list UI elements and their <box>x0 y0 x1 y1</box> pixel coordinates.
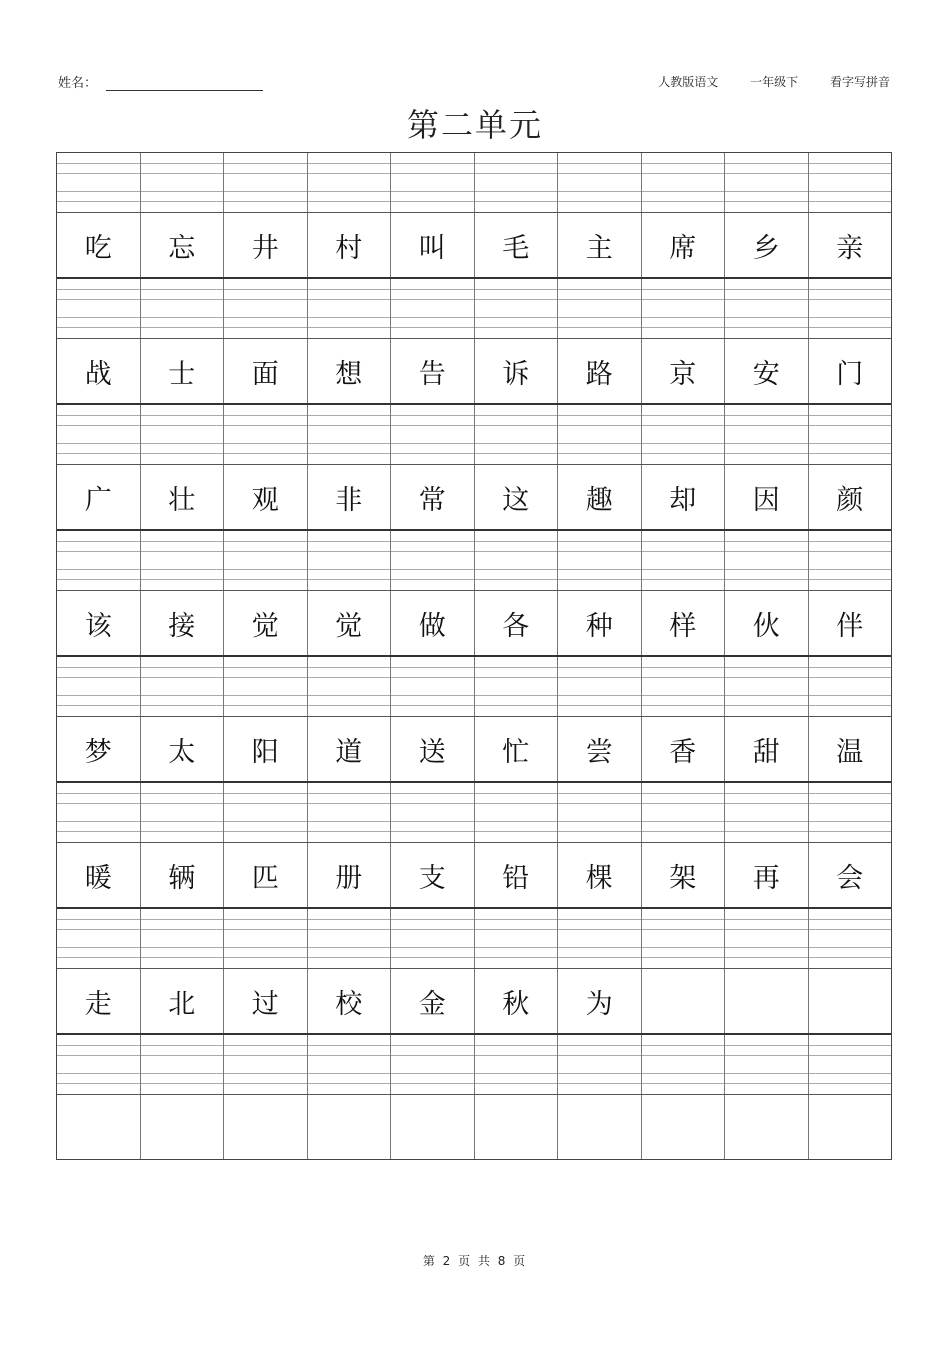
pinyin-row <box>57 1035 891 1094</box>
pinyin-writing-cell[interactable] <box>57 279 141 338</box>
character-cell <box>725 969 809 1033</box>
pinyin-writing-cell[interactable] <box>57 657 141 716</box>
pinyin-writing-cell[interactable] <box>475 783 559 842</box>
pinyin-writing-cell[interactable] <box>558 657 642 716</box>
character-cell: 面 <box>224 339 308 403</box>
character-cell: 过 <box>224 969 308 1033</box>
character-cell: 北 <box>141 969 225 1033</box>
pinyin-writing-cell[interactable] <box>642 1035 726 1094</box>
character-row <box>57 212 891 277</box>
pinyin-writing-cell[interactable] <box>224 531 308 590</box>
character-cell: 忘 <box>141 213 225 277</box>
pinyin-writing-cell[interactable] <box>558 405 642 464</box>
character-cell: 道 <box>308 717 392 781</box>
pinyin-writing-cell[interactable] <box>809 657 892 716</box>
character-cell <box>725 1095 809 1159</box>
character-cell: 秋 <box>475 969 559 1033</box>
pinyin-writing-cell[interactable] <box>391 153 475 212</box>
pinyin-writing-cell[interactable] <box>475 531 559 590</box>
character-cell: 非 <box>308 465 392 529</box>
character-cell: 路 <box>558 339 642 403</box>
character-cell: 京 <box>642 339 726 403</box>
character-cell: 乡 <box>725 213 809 277</box>
pinyin-writing-cell[interactable] <box>725 279 809 338</box>
character-row <box>57 968 891 1033</box>
pinyin-writing-cell[interactable] <box>725 405 809 464</box>
pinyin-writing-cell[interactable] <box>725 153 809 212</box>
character-cell <box>308 1095 392 1159</box>
character-cell: 诉 <box>475 339 559 403</box>
pinyin-row <box>57 657 891 716</box>
pinyin-writing-cell[interactable] <box>475 279 559 338</box>
character-cell: 金 <box>391 969 475 1033</box>
character-cell: 告 <box>391 339 475 403</box>
pinyin-writing-cell[interactable] <box>308 153 392 212</box>
grid-block <box>57 279 891 405</box>
character-cell: 趣 <box>558 465 642 529</box>
pinyin-writing-cell[interactable] <box>391 531 475 590</box>
pinyin-writing-cell[interactable] <box>725 783 809 842</box>
pinyin-writing-cell[interactable] <box>642 657 726 716</box>
character-cell: 战 <box>57 339 141 403</box>
name-blank-line[interactable] <box>106 90 263 91</box>
character-cell <box>224 1095 308 1159</box>
name-label: 姓名： <box>58 76 98 91</box>
character-cell: 送 <box>391 717 475 781</box>
pinyin-writing-cell[interactable] <box>809 279 892 338</box>
pinyin-writing-cell[interactable] <box>558 153 642 212</box>
character-cell: 甜 <box>725 717 809 781</box>
pinyin-row <box>57 279 891 338</box>
character-cell: 壮 <box>141 465 225 529</box>
pinyin-writing-cell[interactable] <box>141 909 225 968</box>
pinyin-writing-cell[interactable] <box>642 531 726 590</box>
character-cell: 因 <box>725 465 809 529</box>
character-cell <box>809 969 892 1033</box>
character-cell: 香 <box>642 717 726 781</box>
pinyin-writing-cell[interactable] <box>308 783 392 842</box>
pinyin-writing-cell[interactable] <box>224 279 308 338</box>
character-cell: 做 <box>391 591 475 655</box>
pinyin-row <box>57 909 891 968</box>
character-cell: 这 <box>475 465 559 529</box>
worksheet-type-label: 看字写拼音 <box>829 75 890 89</box>
character-row <box>57 338 891 403</box>
character-cell: 尝 <box>558 717 642 781</box>
pinyin-writing-cell[interactable] <box>308 531 392 590</box>
character-row <box>57 464 891 529</box>
pinyin-writing-cell[interactable] <box>224 405 308 464</box>
pinyin-writing-cell[interactable] <box>391 909 475 968</box>
pinyin-writing-cell[interactable] <box>475 153 559 212</box>
pinyin-writing-cell[interactable] <box>475 657 559 716</box>
pinyin-writing-cell[interactable] <box>558 279 642 338</box>
grid-block <box>57 783 891 909</box>
character-cell: 觉 <box>224 591 308 655</box>
pinyin-writing-cell[interactable] <box>141 405 225 464</box>
character-cell: 走 <box>57 969 141 1033</box>
pinyin-writing-cell[interactable] <box>391 405 475 464</box>
pinyin-writing-cell[interactable] <box>141 1035 225 1094</box>
pinyin-writing-cell[interactable] <box>57 783 141 842</box>
grid-block <box>57 531 891 657</box>
pinyin-writing-cell[interactable] <box>224 153 308 212</box>
pinyin-writing-cell[interactable] <box>475 1035 559 1094</box>
pinyin-writing-cell[interactable] <box>141 783 225 842</box>
pinyin-writing-cell[interactable] <box>57 1035 141 1094</box>
character-cell <box>475 1095 559 1159</box>
pinyin-writing-cell[interactable] <box>224 657 308 716</box>
pinyin-writing-cell[interactable] <box>725 909 809 968</box>
character-cell: 观 <box>224 465 308 529</box>
pinyin-writing-cell[interactable] <box>391 1035 475 1094</box>
pinyin-writing-cell[interactable] <box>308 279 392 338</box>
pinyin-writing-cell[interactable] <box>57 153 141 212</box>
character-cell: 席 <box>642 213 726 277</box>
character-cell: 样 <box>642 591 726 655</box>
character-cell <box>391 1095 475 1159</box>
pinyin-writing-cell[interactable] <box>141 153 225 212</box>
pinyin-writing-cell[interactable] <box>642 909 726 968</box>
pinyin-writing-cell[interactable] <box>642 405 726 464</box>
character-cell: 井 <box>224 213 308 277</box>
pinyin-writing-cell[interactable] <box>558 531 642 590</box>
pinyin-writing-cell[interactable] <box>642 783 726 842</box>
character-cell: 想 <box>308 339 392 403</box>
character-cell: 暖 <box>57 843 141 907</box>
pinyin-writing-cell[interactable] <box>391 657 475 716</box>
pinyin-writing-cell[interactable] <box>224 1035 308 1094</box>
character-cell: 叫 <box>391 213 475 277</box>
page-title: 第二单元 <box>406 106 543 144</box>
character-cell: 门 <box>836 358 864 390</box>
pinyin-writing-cell[interactable] <box>809 909 892 968</box>
pinyin-row <box>57 783 891 842</box>
pinyin-writing-cell[interactable] <box>725 657 809 716</box>
pinyin-writing-cell[interactable] <box>391 783 475 842</box>
pinyin-writing-cell[interactable] <box>809 531 892 590</box>
pinyin-writing-cell[interactable] <box>809 1035 892 1094</box>
character-cell: 温 <box>836 736 864 768</box>
pinyin-writing-cell[interactable] <box>308 405 392 464</box>
character-cell <box>809 1095 892 1159</box>
pinyin-writing-cell[interactable] <box>224 909 308 968</box>
pinyin-writing-cell[interactable] <box>57 405 141 464</box>
character-cell: 村 <box>308 213 392 277</box>
character-cell: 吃 <box>57 213 141 277</box>
pinyin-writing-cell[interactable] <box>558 909 642 968</box>
character-cell: 接 <box>141 591 225 655</box>
character-cell: 各 <box>475 591 559 655</box>
pinyin-writing-cell[interactable] <box>558 1035 642 1094</box>
grade-label: 一年级下 <box>750 75 799 89</box>
character-cell: 伙 <box>725 591 809 655</box>
character-cell: 常 <box>391 465 475 529</box>
pinyin-writing-cell[interactable] <box>57 531 141 590</box>
character-cell: 再 <box>725 843 809 907</box>
grid-block <box>57 657 891 783</box>
character-cell: 太 <box>141 717 225 781</box>
character-cell: 册 <box>308 843 392 907</box>
publisher-label: 人教版语文 <box>658 75 719 89</box>
grid-block <box>57 405 891 531</box>
header-meta <box>630 73 890 90</box>
character-row <box>57 842 891 907</box>
pinyin-writing-cell[interactable] <box>141 279 225 338</box>
pinyin-writing-cell[interactable] <box>475 909 559 968</box>
character-row <box>57 1094 891 1159</box>
character-cell <box>141 1095 225 1159</box>
character-cell: 士 <box>141 339 225 403</box>
character-cell: 种 <box>558 591 642 655</box>
character-cell: 棵 <box>558 843 642 907</box>
grid-block <box>57 909 891 1035</box>
pinyin-writing-cell[interactable] <box>725 1035 809 1094</box>
character-cell: 忙 <box>475 717 559 781</box>
pinyin-row <box>57 153 891 212</box>
character-cell <box>642 969 726 1033</box>
character-cell: 颜 <box>836 484 864 516</box>
pinyin-writing-cell[interactable] <box>558 783 642 842</box>
character-cell: 安 <box>725 339 809 403</box>
pinyin-writing-cell[interactable] <box>308 1035 392 1094</box>
pinyin-row <box>57 531 891 590</box>
character-cell: 为 <box>558 969 642 1033</box>
character-cell: 该 <box>57 591 141 655</box>
character-cell: 毛 <box>475 213 559 277</box>
character-cell: 却 <box>642 465 726 529</box>
character-cell: 亲 <box>836 232 864 264</box>
character-cell: 架 <box>642 843 726 907</box>
character-cell: 辆 <box>141 843 225 907</box>
character-cell: 校 <box>308 969 392 1033</box>
pinyin-writing-cell[interactable] <box>141 531 225 590</box>
pinyin-row <box>57 405 891 464</box>
character-cell: 广 <box>57 465 141 529</box>
pinyin-writing-cell[interactable] <box>642 279 726 338</box>
grid-block <box>57 1035 891 1159</box>
pinyin-writing-cell[interactable] <box>141 657 225 716</box>
pinyin-writing-cell[interactable] <box>57 909 141 968</box>
pinyin-writing-cell[interactable] <box>809 153 892 212</box>
character-cell: 阳 <box>224 717 308 781</box>
character-cell: 觉 <box>308 591 392 655</box>
character-cell: 梦 <box>57 717 141 781</box>
character-cell <box>57 1095 141 1159</box>
character-cell <box>558 1095 642 1159</box>
character-row <box>57 716 891 781</box>
character-row <box>57 590 891 655</box>
character-cell: 支 <box>391 843 475 907</box>
pinyin-writing-cell[interactable] <box>308 657 392 716</box>
pinyin-writing-cell[interactable] <box>308 909 392 968</box>
character-cell: 匹 <box>224 843 308 907</box>
pinyin-writing-cell[interactable] <box>224 783 308 842</box>
pinyin-writing-cell[interactable] <box>391 279 475 338</box>
grid-block <box>57 153 891 279</box>
pinyin-writing-cell[interactable] <box>809 783 892 842</box>
character-cell <box>642 1095 726 1159</box>
character-cell: 伴 <box>836 610 864 642</box>
pinyin-writing-cell[interactable] <box>809 405 892 464</box>
page-number: 第 2 页 共 8 页 <box>422 1254 528 1268</box>
character-cell: 铅 <box>475 843 559 907</box>
pinyin-writing-cell[interactable] <box>725 531 809 590</box>
pinyin-writing-cell[interactable] <box>475 405 559 464</box>
character-grid <box>56 152 892 1160</box>
character-cell: 主 <box>558 213 642 277</box>
character-cell: 会 <box>836 862 864 894</box>
pinyin-writing-cell[interactable] <box>642 153 726 212</box>
